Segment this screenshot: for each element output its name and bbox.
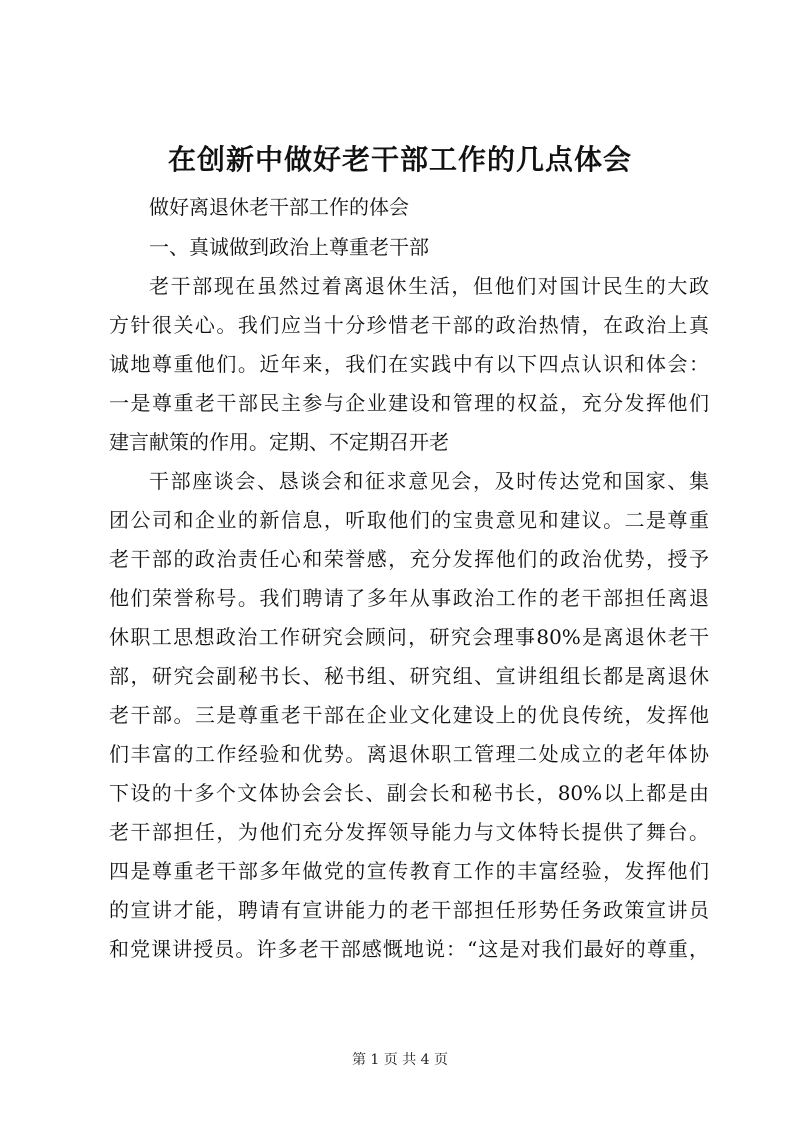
paragraph-line: 和党课讲授员。许多老干部感慨地说：“这是对我们最好的尊重， [109, 937, 709, 961]
paragraph-line: 团公司和企业的新信息，听取他们的宝贵意见和建议。二是尊重 [109, 508, 709, 532]
subtitle-line: 做好离退休老干部工作的体会 [149, 195, 409, 219]
section-heading: 一、真诚做到政治上尊重老干部 [149, 235, 429, 259]
paragraph-line: 老干部。三是尊重老干部在企业文化建设上的优良传统，发挥他 [109, 703, 709, 727]
paragraph-line: 的宣讲才能，聘请有宣讲能力的老干部担任形势任务政策宣讲员 [109, 898, 709, 922]
page-number: 第 1 页 共 4 页 [351, 1052, 449, 1068]
paragraph-line: 老干部的政治责任心和荣誉感，充分发挥他们的政治优势，授予 [109, 547, 709, 571]
paragraph-line: 建言献策的作用。定期、不定期召开老 [109, 430, 449, 454]
paragraph-line: 老干部担任，为他们充分发挥领导能力与文体特长提供了舞台。 [109, 820, 709, 844]
paragraph-line: 部，研究会副秘书长、秘书组、研究组、宣讲组组长都是离退休 [109, 664, 709, 688]
paragraph-line: 他们荣誉称号。我们聘请了多年从事政治工作的老干部担任离退 [109, 586, 709, 610]
paragraph-line: 老干部现在虽然过着离退休生活，但他们对国计民生的大政 [149, 274, 709, 298]
paragraph-line: 诚地尊重他们。近年来，我们在实践中有以下四点认识和体会： [109, 352, 709, 376]
paragraph-line: 下设的十多个文体协会会长、副会长和秘书长，80%以上都是由 [109, 781, 709, 805]
paragraph-line: 一是尊重老干部民主参与企业建设和管理的权益，充分发挥他们 [109, 391, 709, 415]
paragraph-line: 方针很关心。我们应当十分珍惜老干部的政治热情，在政治上真 [109, 313, 709, 337]
document-title: 在创新中做好老干部工作的几点体会 [167, 143, 632, 176]
paragraph-line: 干部座谈会、恳谈会和征求意见会，及时传达党和国家、集 [149, 469, 709, 493]
paragraph-line: 们丰富的工作经验和优势。离退休职工管理二处成立的老年体协 [109, 742, 709, 766]
paragraph-line: 休职工思想政治工作研究会顾问，研究会理事80%是离退休老干 [109, 625, 709, 649]
paragraph-line: 四是尊重老干部多年做党的宣传教育工作的丰富经验，发挥他们 [109, 859, 709, 883]
